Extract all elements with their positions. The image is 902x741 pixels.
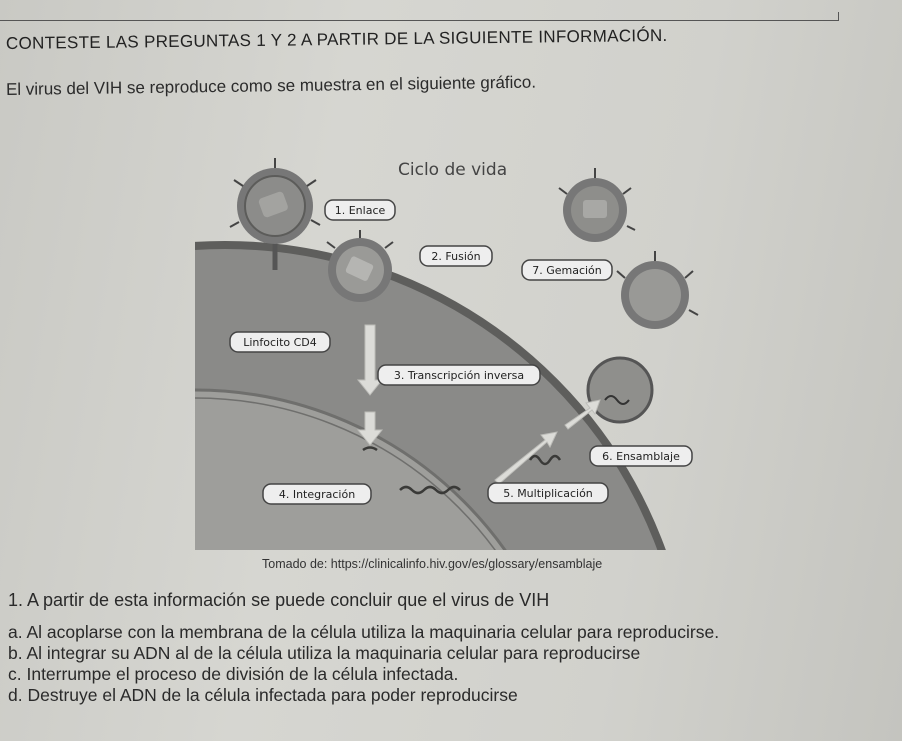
svg-text:1. Enlace: 1. Enlace <box>334 204 386 217</box>
section-heading: CONTESTE LAS PREGUNTAS 1 Y 2 A PARTIR DE LA SIGUIENTE INFORMACIÓN. <box>5 25 668 53</box>
label-gemacion <box>522 260 612 280</box>
svg-text:2. Fusión: 2. Fusión <box>431 250 481 263</box>
svg-text:7. Gemación: 7. Gemación <box>532 264 602 277</box>
virus-fusion-icon <box>327 230 393 302</box>
svg-text:3. Transcripción inversa: 3. Transcripción inversa <box>393 369 525 382</box>
label-ensamblaje <box>590 446 692 466</box>
option-b: b. Al integrar su ADN al de la célula utiliza la maquinaria celular para reproducirse <box>8 643 641 663</box>
hiv-life-cycle-diagram <box>195 150 715 550</box>
virus-assembly-icon <box>588 358 652 422</box>
label-fusion <box>420 246 492 266</box>
svg-text:Linfocito CD4: Linfocito CD4 <box>243 336 317 349</box>
label-integracion <box>263 484 371 504</box>
option-d: d. Destruye el ADN de la célula infectada para poder reproducirse <box>8 685 518 705</box>
source-citation: Tomado de: https://clinicalinfo.hiv.gov/es/glossary/ensamblaje <box>262 557 603 571</box>
svg-text:4. Integración: 4. Integración <box>278 488 356 501</box>
question-1-text: 1. A partir de esta información se puede concluir que el virus de VIH <box>8 590 550 610</box>
label-transcripcion <box>378 365 540 385</box>
option-a: a. Al acoplarse con la membrana de la célula utiliza la maquinaria celular para reproducirse. <box>8 622 720 642</box>
svg-text:5. Multiplicación: 5. Multiplicación <box>503 487 593 500</box>
virus-released-icon <box>559 168 635 242</box>
label-enlace <box>325 200 395 220</box>
top-border-line <box>0 12 839 21</box>
intro-text: El virus del VIH se reproduce como se muestra en el siguiente gráfico. <box>5 72 537 99</box>
label-cell <box>230 332 330 352</box>
virus-budding-icon <box>617 251 698 329</box>
label-multiplicacion <box>488 483 608 503</box>
diagram-title: Ciclo de vida <box>398 160 508 180</box>
option-c: c. Interrumpe el proceso de división de la célula infectada. <box>8 664 459 684</box>
svg-text:6. Ensamblaje: 6. Ensamblaje <box>602 450 680 463</box>
